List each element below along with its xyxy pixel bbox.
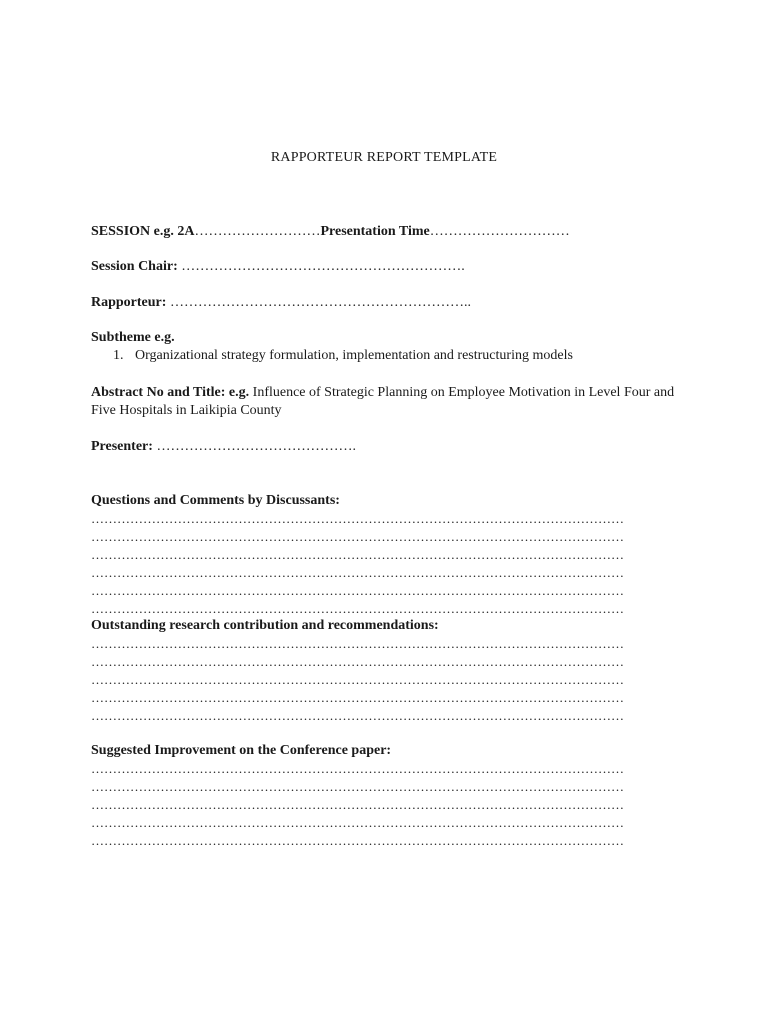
questions-heading: Questions and Comments by Discussants: bbox=[91, 493, 340, 508]
questions-line: …………………………………………………………………………………………………………… bbox=[91, 601, 624, 616]
session-dots: ……………………… bbox=[194, 224, 321, 239]
presentation-time-dots: ………………………… bbox=[429, 224, 570, 239]
abstract-text: Influence of Strategic Planning on Employee Motivation in Level Four and Five Hospitals in Laikipia County bbox=[91, 385, 675, 418]
suggested-heading: Suggested Improvement on the Conference paper: bbox=[91, 743, 392, 758]
questions-line: …………………………………………………………………………………………………………… bbox=[91, 565, 624, 580]
questions-line: …………………………………………………………………………………………………………… bbox=[91, 547, 624, 562]
suggested-line: …………………………………………………………………………………………………………… bbox=[91, 779, 624, 794]
questions-line: …………………………………………………………………………………………………………… bbox=[91, 529, 624, 544]
questions-line: …………………………………………………………………………………………………………… bbox=[91, 511, 624, 526]
outstanding-line: …………………………………………………………………………………………………………… bbox=[91, 690, 624, 705]
subtheme-item-text: Organizational strategy formulation, implementation and restructuring models bbox=[135, 348, 573, 363]
outstanding-line: …………………………………………………………………………………………………………… bbox=[91, 654, 624, 669]
questions-line: …………………………………………………………………………………………………………… bbox=[91, 583, 624, 598]
suggested-line: …………………………………………………………………………………………………………… bbox=[91, 797, 624, 812]
abstract-block bbox=[91, 384, 691, 420]
outstanding-line: …………………………………………………………………………………………………………… bbox=[91, 672, 624, 687]
subtheme-item-number: 1. bbox=[113, 348, 124, 363]
session-chair-label: Session Chair: bbox=[91, 259, 182, 274]
outstanding-heading: Outstanding research contribution and recommendations: bbox=[91, 618, 439, 633]
rapporteur-row bbox=[91, 294, 471, 312]
presenter-label: Presenter: bbox=[91, 439, 157, 454]
suggested-line: …………………………………………………………………………………………………………… bbox=[91, 761, 624, 776]
outstanding-line: …………………………………………………………………………………………………………… bbox=[91, 708, 624, 723]
presenter-row bbox=[91, 438, 356, 456]
session-chair-row bbox=[91, 258, 465, 276]
session-chair-dots: ……………………………………………………. bbox=[181, 259, 465, 274]
document-title: RAPPORTEUR REPORT TEMPLATE bbox=[270, 150, 498, 165]
presentation-time-label: Presentation Time bbox=[320, 224, 430, 239]
session-label: SESSION e.g. 2A bbox=[91, 224, 195, 239]
subtheme-list-item bbox=[113, 347, 573, 365]
abstract-label: Abstract No and Title: e.g. bbox=[91, 385, 253, 400]
session-row bbox=[91, 223, 570, 241]
rapporteur-dots: ……………………………………………………….. bbox=[169, 295, 471, 310]
suggested-line: …………………………………………………………………………………………………………… bbox=[91, 833, 624, 848]
outstanding-line: …………………………………………………………………………………………………………… bbox=[91, 636, 624, 651]
presenter-dots: ……………………………………. bbox=[156, 439, 356, 454]
suggested-line: …………………………………………………………………………………………………………… bbox=[91, 815, 624, 830]
subtheme-label: Subtheme e.g. bbox=[91, 330, 175, 345]
rapporteur-label: Rapporteur: bbox=[91, 295, 170, 310]
